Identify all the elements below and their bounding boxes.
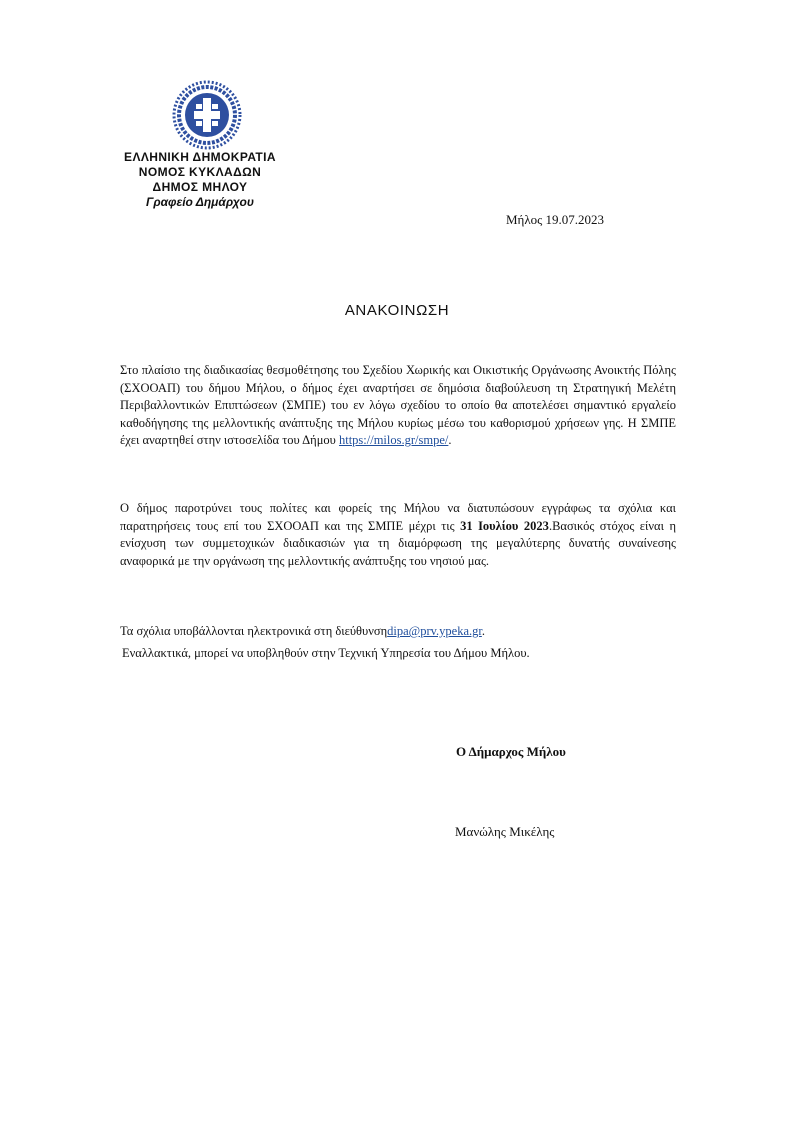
header-prefecture: ΝΟΜΟΣ ΚΥΚΛΑΔΩΝ bbox=[138, 165, 262, 179]
comments-email-end: . bbox=[481, 624, 485, 638]
announcement-paragraph-2 bbox=[120, 500, 676, 570]
paragraph-2-text-before: Ο δήμος παροτρύνει τους πολίτες και φορείς της Μήλου να διατυπώσουν εγγράφως τα σχόλια και παρατηρήσεις τους επί του ΣΧΟΟΑΠ και της ΣΜΠΕ μέχρι τις bbox=[120, 501, 676, 533]
paragraph-2-text-after: .Βασικός στόχος είναι η ενίσχυση των συμμετοχικών διαδικασιών για τη διαμόρφωση της μεγαλύτερης δυνατής συναίνεσης αναφορικά με την οργάνωση της μελλοντικής ανάπτυξης του νησιού μας. bbox=[120, 518, 676, 568]
alternative-submission-line: Εναλλακτικά, μπορεί να υποβληθούν στην Τεχνική Υπηρεσία του Δήμου Μήλου. bbox=[122, 646, 530, 660]
smpe-website-link[interactable]: https://milos.gr/smpe/ bbox=[338, 433, 449, 447]
document-date: Μήλος 19.07.2023 bbox=[506, 212, 605, 227]
signature-role: Ο Δήμαρχος Μήλου bbox=[456, 744, 566, 759]
greek-republic-emblem-icon bbox=[172, 80, 242, 150]
header-office: Γραφείο Δημάρχου bbox=[146, 195, 254, 209]
header-municipality: ΔΗΜΟΣ ΜΗΛΟΥ bbox=[152, 180, 248, 194]
paragraph-1-end: . bbox=[448, 433, 452, 447]
paragraph-1-text: Στο πλαίσιο της διαδικασίας θεσμοθέτησης του Σχεδίου Χωρικής και Οικιστικής Οργάνωσης Ανοικτής Πόλης (ΣΧΟΟΑΠ) του δήμου Μήλου, ο δήμος έχει αναρτήσει σε δημόσια διαβούλευση τη Στρατηγική Μελέτη Περιβαλλοντικών Επιπτώσεων (ΣΜΠΕ) του εν λόγω σχεδίου το οποίο θα αποτελέσει σημαντικό εργαλείο καθοδήγησης της μελλοντικής ανάπτυξης της Μήλου κυρίως μέσω του καθορισμού χρήσεων γης. Η ΣΜΠΕ έχει αναρτηθεί στην ιστοσελίδα του Δήμου bbox=[120, 363, 676, 447]
issuer-header bbox=[100, 150, 300, 210]
comments-text: Τα σχόλια υποβάλλονται ηλεκτρονικά στη διεύθυνση bbox=[120, 624, 388, 638]
signature-name: Μανώλης Μικέλης bbox=[455, 824, 555, 839]
comments-email-link[interactable]: dipa@prv.ypeka.gr bbox=[387, 624, 482, 638]
comments-submission-line bbox=[120, 623, 485, 640]
page-title: ΑΝΑΚΟΙΝΩΣΗ bbox=[344, 302, 450, 319]
announcement-paragraph-1 bbox=[120, 362, 676, 450]
header-country: ΕΛΛΗΝΙΚΗ ΔΗΜΟΚΡΑΤΙΑ bbox=[124, 150, 276, 164]
deadline-date: 31 Ιουλίου 2023 bbox=[460, 518, 549, 533]
